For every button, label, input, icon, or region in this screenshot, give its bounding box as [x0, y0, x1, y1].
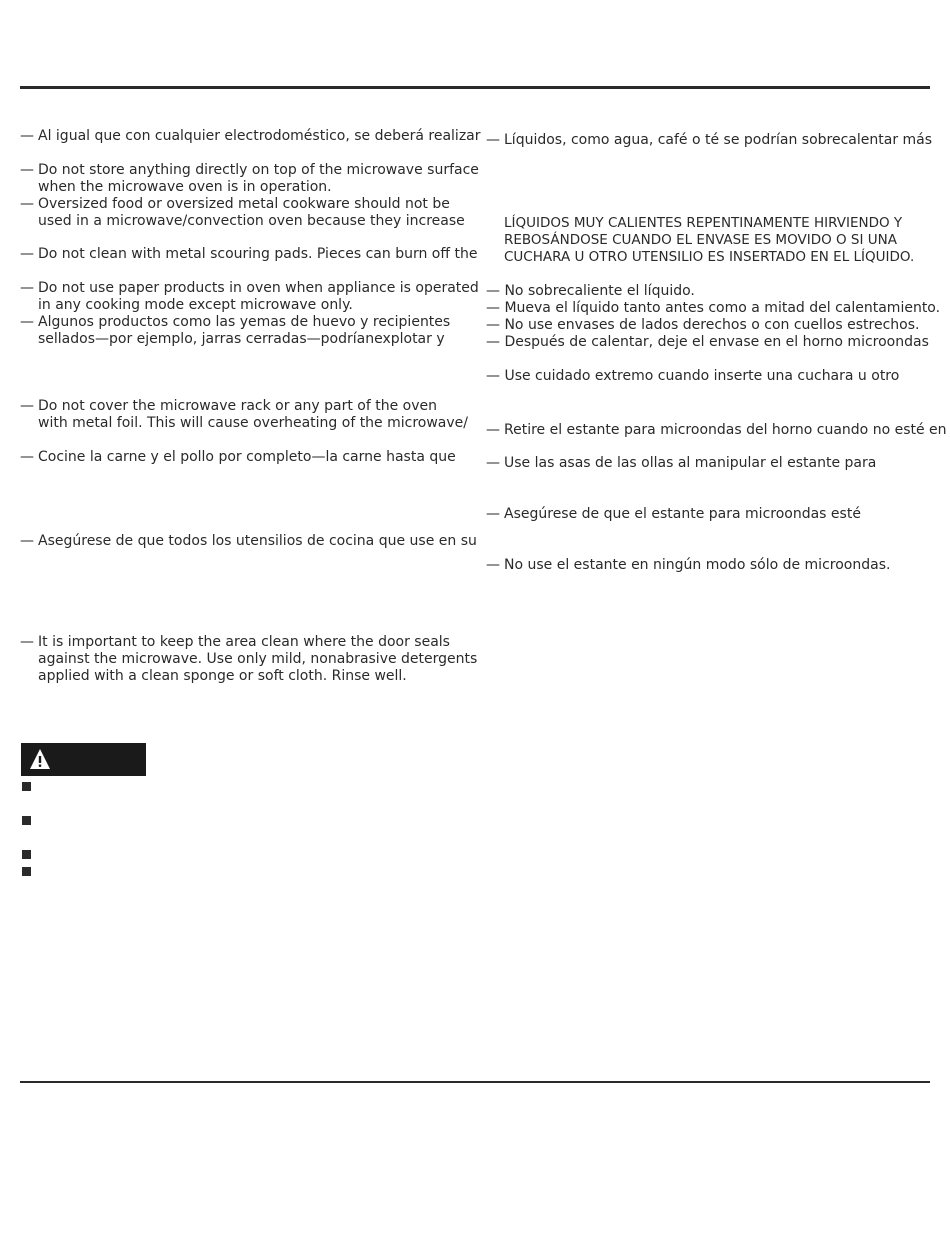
list-item: — No use envases de lados derechos o con cuellos estrechos. [486, 317, 920, 333]
list-item: — Cocine la carne y el pollo por completo—la carne hasta que [20, 449, 456, 465]
bullet-square [22, 850, 31, 859]
list-item: — Do not cover the microwave rack or any part of the oven with metal foil. This will cause overheating of the microwave/ [20, 398, 469, 431]
list-item: — Después de calentar, deje el envase en el horno microondas [486, 334, 929, 350]
list-item: — Asegúrese de que el estante para microondas esté [486, 506, 861, 522]
warning-triangle-icon [29, 748, 51, 770]
list-item: — Use las asas de las ollas al manipular el estante para [486, 455, 877, 471]
list-item: — Do not clean with metal scouring pads. Pieces can burn off the [20, 246, 478, 262]
bottom-rule [20, 1081, 930, 1083]
list-item: — Oversized food or oversized metal cookware should not be used in a microwave/convection oven because they increase [20, 196, 465, 229]
list-item: — Algunos productos como las yemas de huevo y recipientes sellados—por ejemplo, jarras cerradas—podríanexplotar y [20, 314, 451, 347]
list-item: — Retire el estante para microondas del horno cuando no esté en [486, 422, 947, 438]
list-item: — It is important to keep the area clean where the door seals against the microwave. Use only mild, nonabrasive detergents applied with a clean sponge or soft cloth. Rinse well. [20, 634, 478, 684]
caution-text: LÍQUIDOS MUY CALIENTES REPENTINAMENTE HIRVIENDO Y REBOSÁNDOSE CUANDO EL ENVASE ES MOVIDO O SI UNA CUCHARA U OTRO UTENSILIO ES INSERTADO EN EL LÍQUIDO. [504, 215, 915, 265]
list-item: — No sobrecaliente el líquido. [486, 283, 695, 299]
list-item: — No use el estante en ningún modo sólo de microondas. [486, 557, 891, 573]
list-item: — Al igual que con cualquier electrodoméstico, se deberá realizar [20, 128, 481, 144]
list-item: — Use cuidado extremo cuando inserte una cuchara u otro [486, 368, 900, 384]
list-item: — Mueva el líquido tanto antes como a mitad del calentamiento. [486, 300, 941, 316]
top-rule [20, 86, 930, 89]
bullet-square [22, 867, 31, 876]
bullet-square [22, 782, 31, 791]
list-item: — Líquidos, como agua, café o té se podrían sobrecalentar más [486, 132, 933, 148]
warning-badge [21, 743, 146, 776]
list-item: — Do not use paper products in oven when appliance is operated in any cooking mode except microwave only. [20, 280, 479, 313]
list-item: — Asegúrese de que todos los utensilios de cocina que use en su [20, 533, 477, 549]
bullet-square [22, 816, 31, 825]
list-item: — Do not store anything directly on top of the microwave surface when the microwave oven is in operation. [20, 162, 479, 195]
